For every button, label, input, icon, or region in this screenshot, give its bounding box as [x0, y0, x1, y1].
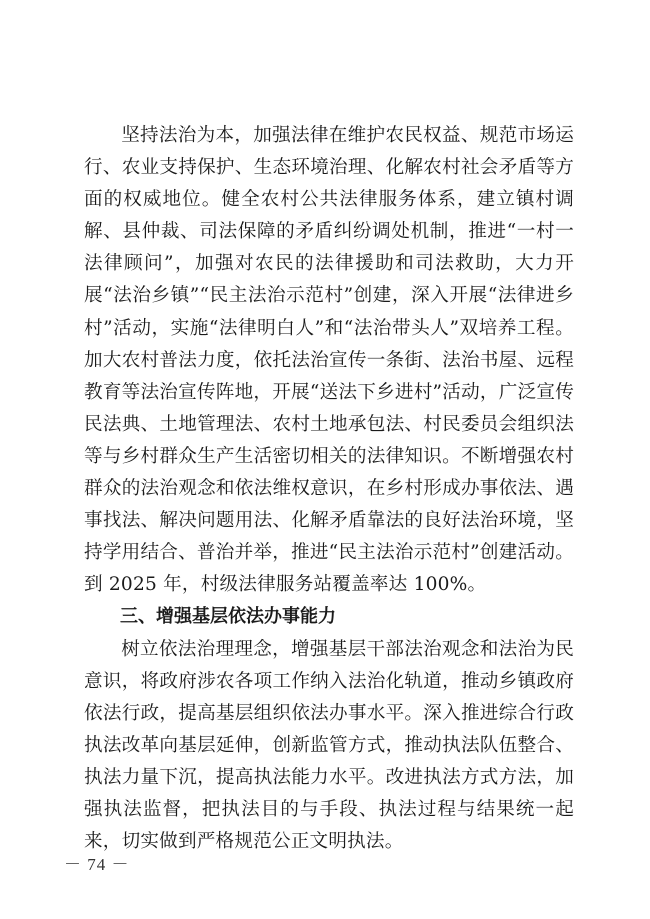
- body-paragraph-grassroots-capacity: 树立依法治理理念，增强基层干部法治观念和法治为民意识，将政府涉农各项工作纳入法治化轨道，推动乡镇政府依法行政，提高基层组织依法办事水平。深入推进综合行政执法改革向基层延伸，创新监管方式，推动执法队伍整合、执法力量下沉，提高执法能力水平。改进执法方式方法，加强执法监督，把执法目的与手段、执法过程与结果统一起来，切实做到严格规范公正文明执法。: [84, 638, 574, 853]
- body-paragraph-rule-of-law: 坚持法治为本，加强法律在维护农民权益、规范市场运行、农业支持保护、生态环境治理、化解农村社会矛盾等方面的权威地位。健全农村公共法律服务体系，建立镇村调解、县仲裁、司法保障的矛盾纠纷调处机制，推进“一村一法律顾问”，加强对农民的法律援助和司法救助，大力开展“法治乡镇”“民主法治示范村”创建，深入开展“法律进乡村”活动，实施“法律明白人”和“法治带头人”双培养工程。加大农村普法力度，依托法治宣传一条街、法治书屋、远程教育等法治宣传阵地，开展“送法下乡进村”活动，广泛宣传民法典、土地管理法、农村土地承包法、村民委员会组织法等与乡村群众生产生活密切相关的法律知识。不断增强农村群众的法治观念和依法维权意识，在乡村形成办事依法、遇事找法、解决问题用法、化解矛盾靠法的良好法治环境，坚持学用结合、普治并举，推进“民主法治示范村”创建活动。到 2025 年，村级法律服务站覆盖率达 100%。: [84, 125, 574, 596]
- page-body: [84, 120, 574, 858]
- section-heading: 三、增强基层依法办事能力: [120, 606, 336, 628]
- page-number: － 74 －: [64, 855, 130, 874]
